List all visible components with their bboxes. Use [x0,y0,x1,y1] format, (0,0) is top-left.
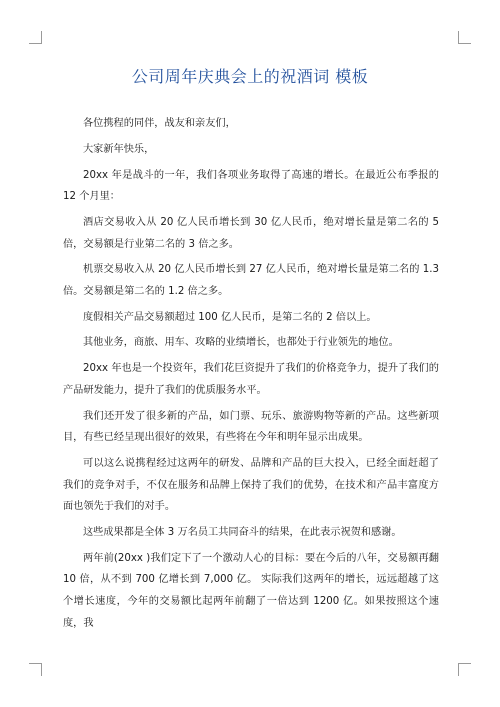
paragraph-11: 这些成果都是全体 3 万名员工共同奋斗的结果，在此表示祝贺和感谢。 [83,526,402,538]
document-body [63,113,439,634]
document-title: 公司周年庆典会上的祝酒词 模板 [131,67,369,86]
paragraph-4: 酒店交易收入从 20 亿人民币增长到 30 亿人民币，绝对增长量是第二名的 5 倍，交易额是行业第二名的 3 倍之多。 [63,216,439,250]
crop-mark-top-left [29,31,42,44]
paragraph-8: 20xx 年也是一个投资年，我们花巨资提升了我们的价格竞争力，提升了我们的产品研发能力，提升了我们的优质服务水平。 [63,363,439,396]
paragraph-3: 20xx 年是战斗的一年，我们各项业务取得了高速的增长。在最近公布季报的 12 个月里： [63,169,439,203]
paragraph-6: 度假相关产品交易额超过 100 亿人民币，是第二名的 2 倍以上。 [83,311,377,323]
paragraph-9: 我们还开发了很多新的产品，如门票、玩乐、旅游购物等新的产品。这些新项目，有些已经呈现出很好的效果，有些将在今年和明年显示出成果。 [63,410,439,444]
paragraph-10: 可以这么说携程经过这两年的研发、品牌和产品的巨大投入，已经全面赶超了我们的竞争对手，不仅在服务和品牌上保持了我们的优势，在技术和产品丰富度方面也领先于我们的对手。 [63,458,439,513]
paragraph-2: 大家新年快乐， [83,143,155,155]
paragraph-5: 机票交易收入从 20 亿人民币增长到 27 亿人民币，绝对增长量是第二名的 1.3 倍。交易额是第二名的 1.2 倍之多。 [63,264,439,297]
crop-mark-top-right [458,31,471,44]
crop-mark-bottom-right [458,663,471,676]
paragraph-12: 两年前(20xx )我们定下了一个激动人心的目标：要在今后的八年，交易额再翻 10 倍，从不到 700 亿增长到 7,000 亿。 实际我们这两年的增长，远远超越了这个增长速度，今年的交易额比起两年前翻了一倍达到 1200 亿。如果按照这个速度，我 [63,552,439,629]
paragraph-1: 各位携程的同伴，战友和亲友们， [83,118,236,129]
paragraph-7: 其他业务，商旅、用车、攻略的业绩增长，也都处于行业领先的地位。 [83,337,399,349]
crop-mark-bottom-left [29,663,42,676]
